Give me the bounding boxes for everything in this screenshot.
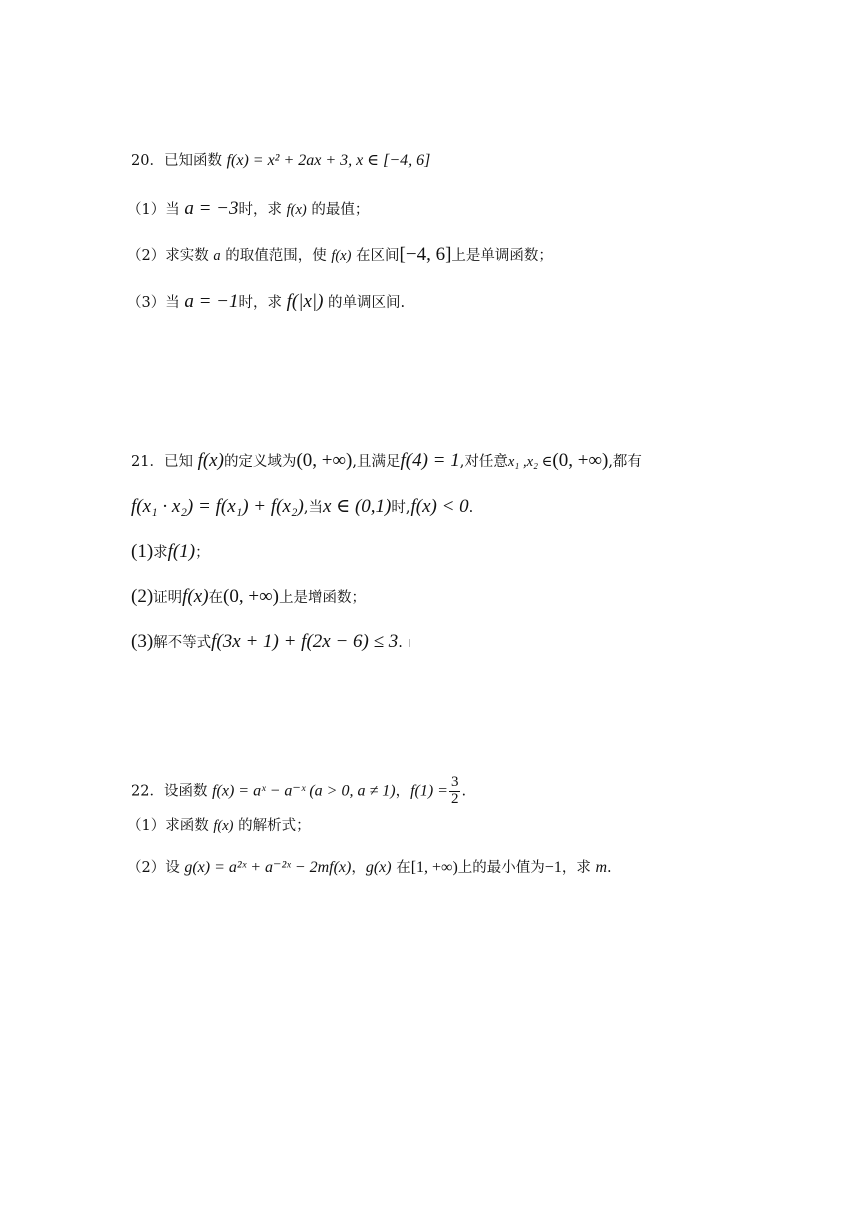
q20-part3-prefix: （3）当 bbox=[127, 295, 185, 311]
q21-part3-suffix: . bbox=[398, 635, 403, 651]
q21-stem-suffix: ,都有 bbox=[608, 454, 642, 470]
q20-part2-interval: [−4, 6] bbox=[399, 244, 452, 265]
q20-stem bbox=[131, 153, 430, 169]
q20-part1 bbox=[127, 199, 369, 218]
q20-part1-prefix: （1）当 bbox=[127, 202, 185, 218]
q22-part2-mid4: ，求 bbox=[561, 860, 596, 876]
q21-part2-suffix: 上是增函数； bbox=[278, 590, 366, 606]
q21-functional-equation: f(x₁ · x₂) = f(x₁) + f(x₂) bbox=[131, 496, 304, 517]
q21-part1-suffix: ； bbox=[195, 545, 210, 561]
q21-part3-number: (3) bbox=[131, 631, 154, 652]
q20-part1-formula: a = −3 bbox=[184, 198, 239, 219]
q21-stem bbox=[131, 451, 642, 470]
q22-stem-suffix: . bbox=[461, 783, 467, 800]
q21-part1-formula: f(1) bbox=[167, 541, 196, 562]
q20-part1-mid: 时，求 bbox=[238, 202, 287, 218]
q22-part2-mid: ， bbox=[351, 860, 366, 876]
q21-stem-prefix: 21．已知 bbox=[131, 454, 198, 470]
q21-part2-number: (2) bbox=[131, 586, 154, 607]
q22-stem-mid: ， bbox=[395, 783, 411, 800]
q20-part3-suffix: 的单调区间. bbox=[323, 295, 406, 311]
q20-part1-formula2: f(x) bbox=[286, 202, 307, 218]
q22-part2-interval: [1, +∞) bbox=[410, 859, 458, 876]
q22-part2-mid3: 上的最小值为 bbox=[457, 860, 545, 876]
q22-fraction-numerator: 3 bbox=[450, 774, 459, 790]
q21-part2 bbox=[131, 587, 366, 606]
q21-stem-mid2: ,且满足 bbox=[352, 454, 401, 470]
q20-part3-mid: 时，求 bbox=[238, 295, 287, 311]
q20-part3 bbox=[127, 292, 405, 311]
q21-part2-text: 证明 bbox=[153, 590, 183, 606]
q22-fraction-denominator: 2 bbox=[450, 790, 459, 807]
q21-part1 bbox=[131, 542, 210, 561]
q22-part1-prefix: （1）求函数 bbox=[127, 818, 214, 834]
q21-line2-formula2: x ∈ (0,1) bbox=[322, 496, 392, 517]
q20-part2-mid2: 在区间 bbox=[351, 248, 400, 264]
q20-part2-suffix: 上是单调函数； bbox=[451, 248, 553, 264]
q20-part2 bbox=[127, 245, 553, 264]
q22-part1 bbox=[127, 819, 311, 834]
q21-part2-mid: 在 bbox=[208, 590, 224, 606]
q22-part2-prefix: （2）设 bbox=[127, 860, 185, 876]
q21-line2-formula3: f(x) < 0 bbox=[410, 496, 469, 517]
q22-part2-min-value: −1 bbox=[544, 859, 562, 876]
q21-part3 bbox=[131, 632, 410, 651]
q21-part1-number: (1) bbox=[131, 541, 154, 562]
q22-part2-gx: g(x) bbox=[365, 859, 392, 876]
q20-stem-prefix: 20．已知函数 bbox=[131, 153, 227, 169]
q21-domain: (0, +∞) bbox=[296, 450, 353, 471]
q21-f4: f(4) = 1 bbox=[400, 450, 460, 471]
q21-part3-text: 解不等式 bbox=[153, 635, 212, 651]
q20-part2-mid: 的取值范围，使 bbox=[220, 248, 332, 264]
q21-stem-mid3: ,对任意 bbox=[459, 454, 508, 470]
q22-fraction bbox=[449, 775, 461, 808]
q22-part2 bbox=[127, 860, 612, 876]
q22-function-def: f(x) = aˣ − a⁻ˣ (a > 0, a ≠ 1) bbox=[212, 782, 396, 800]
q21-line2-mid: ,当 bbox=[303, 500, 323, 516]
q22-part1-formula: f(x) bbox=[213, 818, 234, 834]
q21-stem-line2 bbox=[131, 497, 473, 516]
q21-part3-inequality: f(3x + 1) + f(2x − 6) ≤ 3 bbox=[211, 631, 399, 652]
q21-line2-suffix: . bbox=[468, 500, 474, 516]
q20-function-def: f(x) = x² + 2ax + 3, x ∈ [−4, 6] bbox=[226, 152, 431, 169]
q21-stem-mid: 的定义域为 bbox=[223, 454, 297, 470]
q22-stem-prefix: 22．设函数 bbox=[131, 783, 213, 800]
q20-part2-prefix: （2）求实数 bbox=[127, 248, 214, 264]
q20-part3-formula: a = −1 bbox=[184, 291, 239, 312]
q22-part2-mid2: 在 bbox=[391, 860, 411, 876]
q22-f1: f(1) = bbox=[410, 782, 448, 800]
q22-part2-g-def: g(x) = a²ˣ + a⁻²ˣ − 2mf(x) bbox=[184, 859, 352, 876]
q21-part2-interval: (0, +∞) bbox=[223, 586, 279, 607]
q20-part2-formula: a bbox=[213, 248, 221, 264]
edit-marker bbox=[409, 639, 410, 647]
q22-stem bbox=[131, 775, 466, 808]
q22-part1-suffix: 的解析式； bbox=[233, 818, 311, 834]
q21-part1-text: 求 bbox=[153, 545, 168, 561]
q21-x1x2: x₁ ,x₂ ∈ bbox=[507, 454, 553, 470]
q22-part2-m: m bbox=[595, 859, 607, 876]
q20-part1-suffix: 的最值； bbox=[306, 202, 370, 218]
q20-part3-formula2: f(|x|) bbox=[286, 291, 324, 312]
q20-part2-formula2: f(x) bbox=[331, 248, 352, 264]
q22-part2-suffix: . bbox=[607, 860, 612, 876]
q21-part2-formula: f(x) bbox=[182, 586, 209, 607]
q21-fx: f(x) bbox=[197, 450, 224, 471]
q21-line2-mid2: 时, bbox=[391, 500, 411, 516]
q21-domain2: (0, +∞) bbox=[552, 450, 609, 471]
